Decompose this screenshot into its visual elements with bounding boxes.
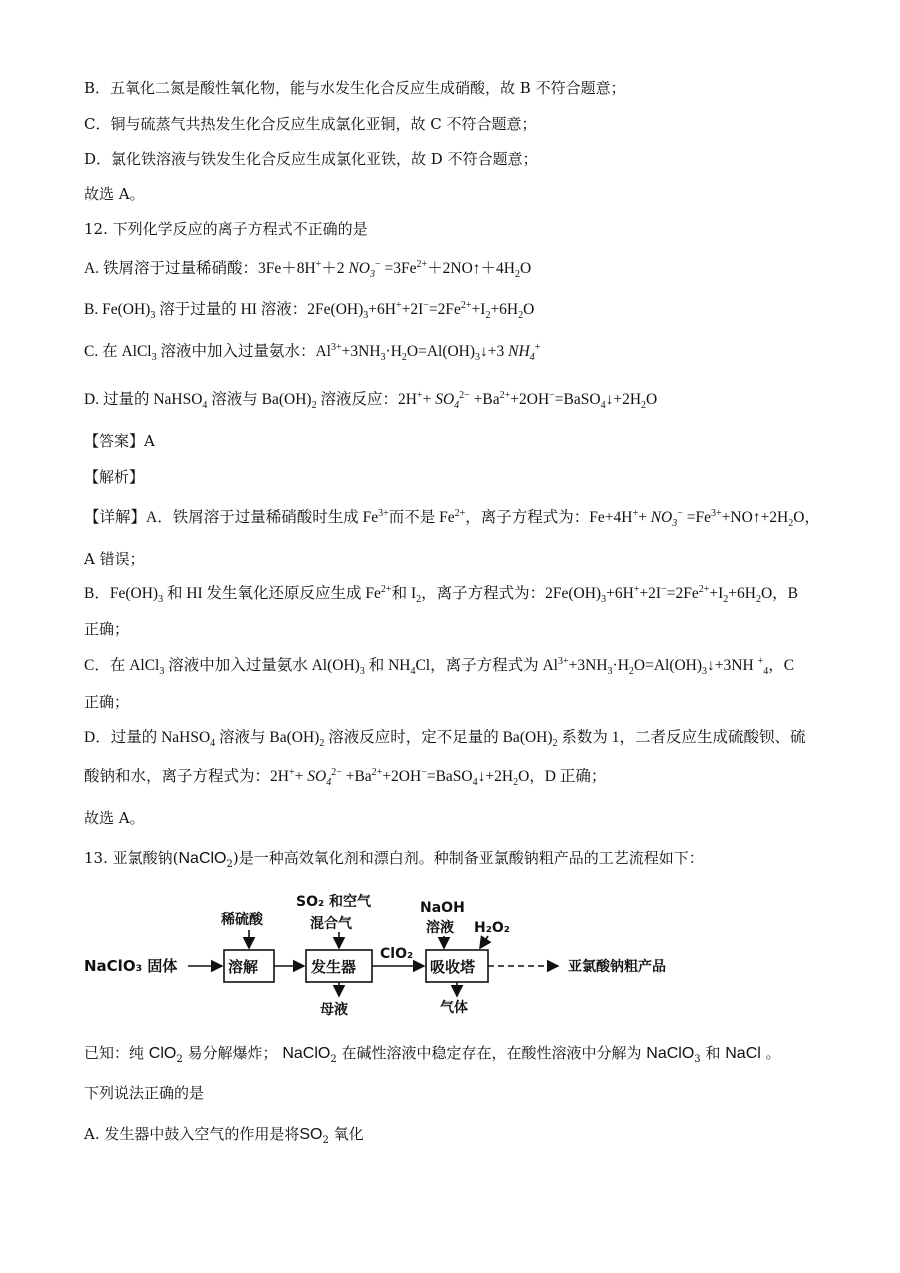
mother-liquor-label: 母液 (320, 1002, 348, 1018)
generator-box-label: 发生器 (311, 958, 357, 976)
analysis-line-c: C．铜与硫蒸气共热发生化合反应生成氯化亚铜，故 C 不符合题意； (84, 115, 537, 133)
q13-option-a: A. 发生器中鼓入空气的作用是将$SO_2$ 氧化 (84, 1125, 364, 1146)
q13-known-info: 已知：纯 ClO$_2$ 易分解爆炸； NaClO$_2$ 在碱性溶液中稳定存在，在酸性溶液中分解为 NaClO$_3$ 和 NaCl 。 (84, 1044, 781, 1065)
q12-option-c: C. 在 AlCl$_3$ 溶液中加入过量氨水：$Al^{3+}+3NH_3\cdot H_2O=Al(OH)_3↓+3$ $NH_4^+$ (84, 341, 541, 364)
q12-conclusion: 故选 A。 (84, 809, 145, 827)
q12-option-b: B. $Fe(OH)_3$ 溶于过量的 HI 溶液：$2Fe(OH)_3+6H^++2I^-=2Fe^{2+}+I_2+6H_2O$ (84, 299, 535, 322)
solution-label: 溶液 (426, 920, 454, 936)
dilute-sulfuric-acid-label: 稀硫酸 (221, 912, 263, 928)
analysis-line-d: D．氯化铁溶液与铁发生化合反应生成氯化亚铁，故 D 不符合题意； (84, 150, 538, 168)
process-flow-diagram (84, 888, 734, 1028)
dissolve-box-label: 溶解 (228, 958, 259, 976)
naoh-label: NaOH (420, 900, 465, 916)
q12-detail-c: C．在 AlCl$_3$ 溶液中加入过量氨水 $Al(OH)_3$ 和 $NH_4Cl$，离子方程式为 $Al^{3+}+3NH_3\cdot H_2O=Al(OH)_3↓+3NH$ +$_4$，C (84, 655, 795, 678)
q12-detail-c-cont: 正确； (84, 693, 130, 711)
absorption-tower-label: 吸收塔 (430, 958, 476, 976)
q12-analysis-title: 【解析】 (84, 468, 145, 486)
product-label: 亚氯酸钠粗产品 (568, 959, 666, 975)
gas-label: 气体 (440, 1000, 468, 1016)
h2o2-label: H₂O₂ (474, 920, 510, 936)
q12-detail-a-cont: A 错误； (84, 550, 145, 568)
question-13-stem: 13. 亚氯酸钠(NaClO$_2$)是一种高效氧化剂和漂白剂。种制备亚氯酸钠粗产品的工艺流程如下： (84, 849, 704, 870)
question-12-stem: 12. 下列化学反应的离子方程式不正确的是 (84, 220, 368, 238)
mixed-gas-label: 混合气 (310, 916, 352, 932)
q12-detail-b-cont: 正确； (84, 620, 130, 638)
q12-option-d: D. 过量的 NaHSO$_4$ 溶液与 $Ba(OH)_2$ 溶液反应：$2H^++ SO_4^{2-}$ $+Ba^{2+}+2OH^-=BaSO_4↓+2H_2O$ (84, 389, 658, 412)
q12-detail-a: 【详解】A．铁屑溶于过量稀硝酸时生成 $Fe^{3+}$而不是 $Fe^{2+}$，离子方程式为：$Fe+4H^++ NO_3^-$ $=Fe^{3+}+NO↑+2H_2O$， (84, 507, 820, 530)
analysis-line-b: B．五氧化二氮是酸性氧化物，能与水发生化合反应生成硝酸，故 B 不符合题意； (84, 79, 626, 97)
q12-option-a: A. 铁屑溶于过量稀硝酸：3Fe＋8H+＋2 $NO_3^-$ $=3Fe^{2+}+2NO↑+4H_2O$ (84, 258, 532, 281)
clo2-label: ClO₂ (380, 946, 414, 962)
so2-air-label: SO₂ 和空气 (296, 894, 371, 910)
analysis-conclusion: 故选 A。 (84, 185, 145, 203)
q12-detail-b: B．$Fe(OH)_3$ 和 HI 发生氧化还原反应生成 $Fe^{2+}$和 $I_2$，离子方程式为：$2Fe(OH)_3+6H^++2I^-=2Fe^{2+}+I_2+6H_2O$，B (84, 583, 798, 606)
q12-detail-d-cont: 酸钠和水，离子方程式为：$2H^++ SO_4^{2-}$ $+Ba^{2+}+2OH^-=BaSO_4↓+2H_2O$，D 正确； (84, 766, 607, 789)
q12-detail-d: D．过量的 NaHSO$_4$ 溶液与 $Ba(OH)_2$ 溶液反应时，定不足量的 $Ba(OH)_2$ 系数为 1，二者反应生成硫酸钡、硫 (84, 729, 806, 750)
q12-answer: 【答案】A (84, 432, 155, 450)
q13-prompt: 下列说法正确的是 (84, 1084, 205, 1102)
flow-start-label: NaClO₃ 固体 (84, 957, 178, 975)
